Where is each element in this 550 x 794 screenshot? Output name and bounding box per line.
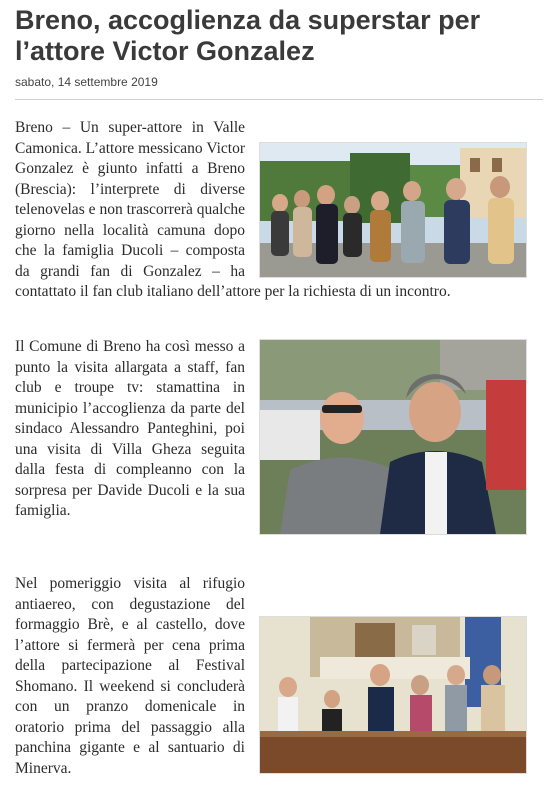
article-paragraph-text: Nel pomeriggio visita al rifugio antiaereo, con degustazione del formaggio Brè, e al castello, dove l’attore si fermerà per cena prima della partecipazione al Festival Shomano. Il weekend si concluderà con un pranzo domenicale in oratorio prima del passaggio alla panchina gigante e al santuario di Minerva. (15, 575, 245, 777)
article-title: Breno, accoglienza da superstar per l’attore Victor Gonzalez (15, 5, 481, 66)
article-date: sabato, 14 settembre 2019 (15, 75, 158, 89)
article-section-3 (15, 574, 527, 779)
header-divider (15, 99, 543, 100)
mayor-actor-photo[interactable] (259, 339, 527, 535)
article-paragraph: Il Comune di Breno ha così messo a punto la visita allargata a staff, fan club e troupe tv: stamattina in municipio l’accoglienza da parte del sindaco Alessandro Panteghini, poi una visita di Villa Gheza seguita dalla festa di compleanno con la sorpresa per Davide Ducoli e la sua famiglia. (15, 338, 245, 519)
article-section-2 (15, 337, 527, 537)
article-paragraph: Breno – Un super-attore in Valle Camonica. L’attore messicano Victor Gonzalez è giunto infatti a Breno (Brescia): l’interprete di diverse telenovelas e non trascorrerà qualche giorno nella località camuna dopo che la famiglia Ducoli – composta da grandi fan di Gonzalez – ha contattato il fan club italiano dell’attore per la richiesta di un incontro. (15, 119, 451, 300)
town-hall-photo[interactable] (259, 616, 527, 774)
article-section-1 (15, 118, 527, 303)
group-photo-outdoor[interactable] (259, 142, 527, 278)
article-paragraph (15, 574, 527, 779)
